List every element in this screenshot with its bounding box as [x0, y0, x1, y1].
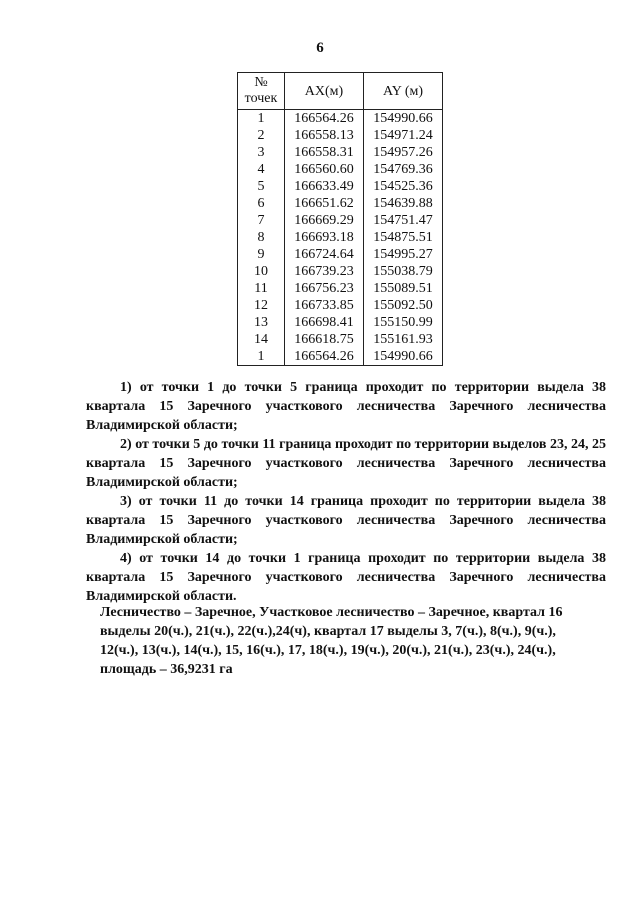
boundary-paragraph-3: 3) от точки 11 до точки 14 граница проходит по территории выдела 38 квартала 15 Заречного участкового лесничества Заречного лесничества Владимирской области; — [86, 494, 606, 547]
cell-point-number: 1 — [238, 110, 285, 128]
cell-ay: 154639.88 — [364, 195, 443, 212]
table-row — [238, 314, 443, 331]
table-row — [238, 246, 443, 263]
cell-ax: 166560.60 — [285, 161, 364, 178]
cell-ay: 154525.36 — [364, 178, 443, 195]
cell-ay: 154971.24 — [364, 127, 443, 144]
cell-ay: 154995.27 — [364, 246, 443, 263]
page-number: 6 — [316, 40, 324, 56]
cell-point-number: 2 — [238, 127, 285, 144]
cell-ax: 166756.23 — [285, 280, 364, 297]
cell-point-number: 12 — [238, 297, 285, 314]
header-ay: AY (м) — [364, 73, 443, 110]
table-row — [238, 212, 443, 229]
cell-ay: 155161.93 — [364, 331, 443, 348]
cell-ay: 154990.66 — [364, 348, 443, 366]
cell-ax: 166724.64 — [285, 246, 364, 263]
cell-point-number: 10 — [238, 263, 285, 280]
summary-line-1: Лесничество – Заречное, Участковое лесничество – Заречное, квартал 16 — [100, 605, 563, 620]
cell-point-number: 14 — [238, 331, 285, 348]
table-row — [238, 144, 443, 161]
cell-ay: 154769.36 — [364, 161, 443, 178]
header-point-number — [238, 73, 285, 110]
cell-point-number: 3 — [238, 144, 285, 161]
table-row — [238, 280, 443, 297]
table-row — [238, 263, 443, 280]
table-body — [238, 110, 443, 366]
cell-point-number: 1 — [238, 348, 285, 366]
summary-line-4: площадь – 36,9231 га — [100, 662, 233, 677]
boundary-paragraph-2: 2) от точки 5 до точки 11 граница проходит по территории выделов 23, 24, 25 квартала 15 Заречного участкового лесничества Заречного лесничества Владимирской области; — [86, 437, 606, 490]
summary-line-3: 12(ч.), 13(ч.), 14(ч.), 15, 16(ч.), 17, 18(ч.), 19(ч.), 20(ч.), 21(ч.), 23(ч.), 24(ч.), — [100, 643, 556, 658]
cell-ax: 166564.26 — [285, 348, 364, 366]
cell-point-number: 9 — [238, 246, 285, 263]
table-row — [238, 297, 443, 314]
table-row — [238, 229, 443, 246]
cell-ay: 154990.66 — [364, 110, 443, 128]
cell-ax: 166558.31 — [285, 144, 364, 161]
table-row — [238, 110, 443, 128]
boundary-description — [86, 378, 606, 606]
cell-ax: 166618.75 — [285, 331, 364, 348]
table-row — [238, 127, 443, 144]
cell-ax: 166651.62 — [285, 195, 364, 212]
table-row — [238, 331, 443, 348]
cell-ax: 166693.18 — [285, 229, 364, 246]
coordinates-table — [237, 72, 443, 366]
cell-point-number: 6 — [238, 195, 285, 212]
cell-ay: 155089.51 — [364, 280, 443, 297]
cell-point-number: 13 — [238, 314, 285, 331]
table-row — [238, 195, 443, 212]
cell-ay: 155150.99 — [364, 314, 443, 331]
header-ax: AX(м) — [285, 73, 364, 110]
table-header-row — [238, 73, 443, 110]
cell-ax: 166564.26 — [285, 110, 364, 128]
cell-ay: 155092.50 — [364, 297, 443, 314]
cell-ay: 155038.79 — [364, 263, 443, 280]
table-row — [238, 161, 443, 178]
header-num-line2: точек — [244, 91, 278, 106]
cell-ay: 154875.51 — [364, 229, 443, 246]
header-num-line1: № — [254, 75, 268, 90]
cell-ax: 166733.85 — [285, 297, 364, 314]
cell-ax: 166558.13 — [285, 127, 364, 144]
forestry-summary — [100, 603, 600, 679]
cell-point-number: 11 — [238, 280, 285, 297]
cell-ax: 166633.49 — [285, 178, 364, 195]
cell-ay: 154751.47 — [364, 212, 443, 229]
cell-ax: 166698.41 — [285, 314, 364, 331]
cell-ay: 154957.26 — [364, 144, 443, 161]
table-row — [238, 178, 443, 195]
cell-point-number: 5 — [238, 178, 285, 195]
summary-line-2: выделы 20(ч.), 21(ч.), 22(ч.),24(ч), квартал 17 выделы 3, 7(ч.), 8(ч.), 9(ч.), — [100, 624, 556, 639]
cell-point-number: 4 — [238, 161, 285, 178]
table-row — [238, 348, 443, 366]
cell-ax: 166669.29 — [285, 212, 364, 229]
cell-ax: 166739.23 — [285, 263, 364, 280]
cell-point-number: 8 — [238, 229, 285, 246]
boundary-paragraph-4: 4) от точки 14 до точки 1 граница проходит по территории выдела 38 квартала 15 Заречного участкового лесничества Заречного лесничества Владимирской области. — [86, 551, 606, 604]
cell-point-number: 7 — [238, 212, 285, 229]
boundary-paragraph-1: 1) от точки 1 до точки 5 граница проходит по территории выдела 38 квартала 15 Заречного участкового лесничества Заречного лесничества Владимирской области; — [86, 380, 606, 433]
